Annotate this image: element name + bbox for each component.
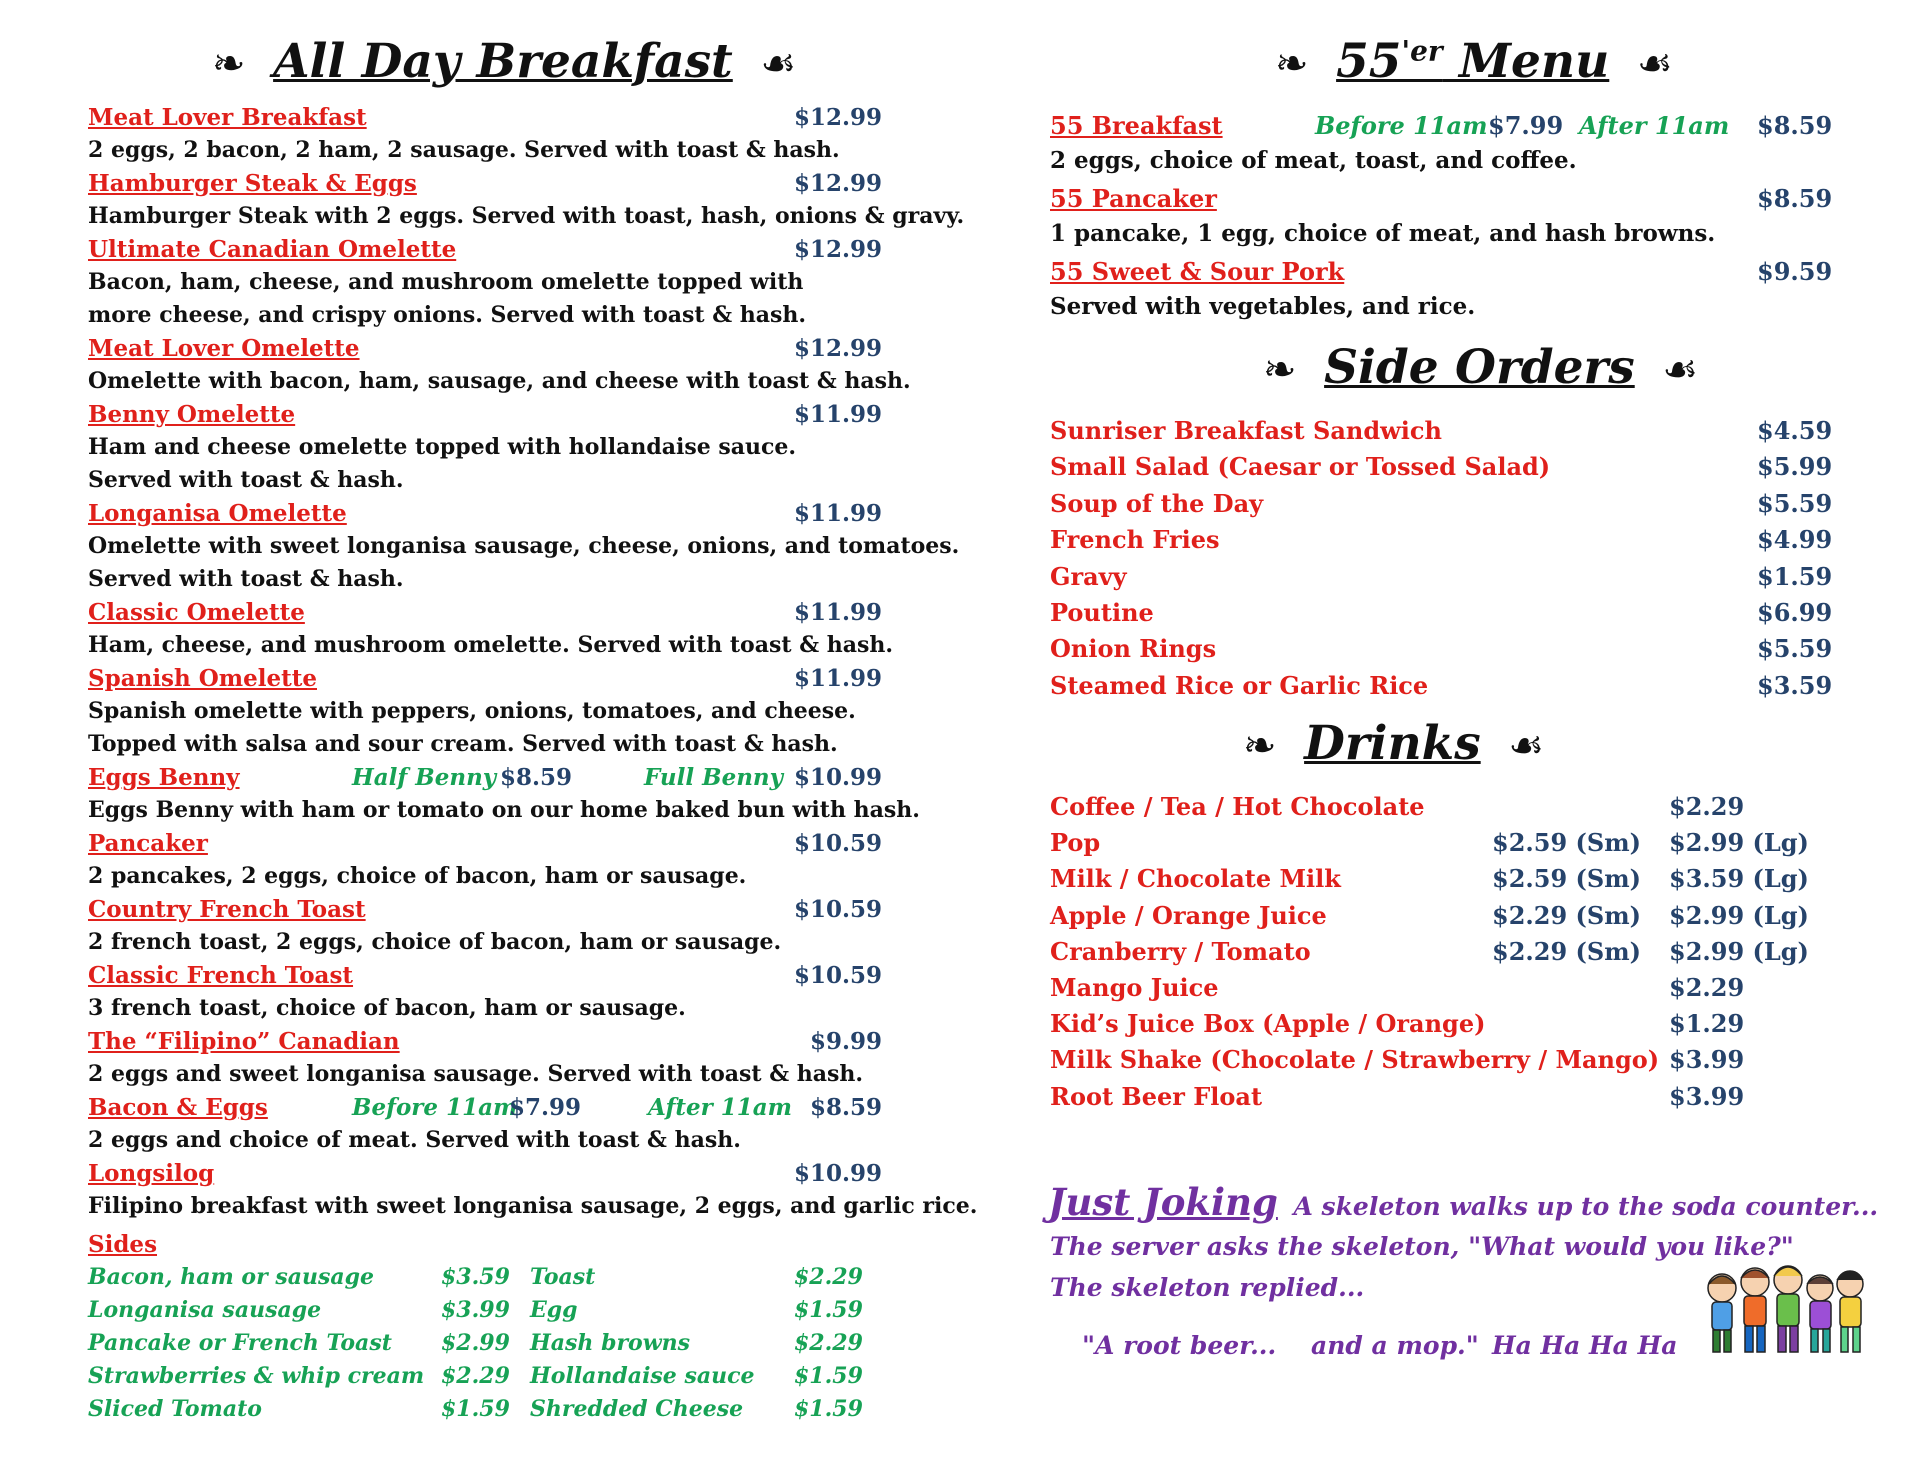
side-order-name: Steamed Rice or Garlic Rice [1050,670,1429,700]
menu-item-description: Bacon, ham, cheese, and mushroom omelette topped with [88,269,804,295]
drink-price-large: $3.99 [1669,1081,1745,1111]
item-option-label: Before 11am [1315,111,1488,140]
ornament-right-icon: ☙ [1636,41,1673,87]
joke-line-2: The server asks the skeleton, "What would you like?" [1050,1232,1794,1261]
side-name: Strawberries & whip cream [88,1363,425,1389]
drinks-heading [1243,716,1544,771]
side-price: $1.59 [794,1363,863,1389]
menu-item-price: $12.99 [794,170,883,197]
menu-item-name: 55 Pancaker [1050,184,1217,213]
joke-header [1048,1180,1878,1224]
menu-item-description: Spanish omelette with peppers, onions, tomatoes, and cheese. [88,698,856,724]
drink-price-small: $2.59 (Sm) [1492,828,1641,858]
side-price: $3.59 [441,1264,510,1290]
menu-item-description: Omelette with bacon, ham, sausage, and cheese with toast & hash. [88,368,911,394]
menu-item-description: 1 pancake, 1 egg, choice of meat, and hash browns. [1050,220,1716,247]
ornament-right-icon: ☙ [760,41,797,87]
side-order-price: $4.99 [1757,525,1833,555]
side-order-price: $5.99 [1757,452,1833,482]
item-option-label: Full Benny [644,764,784,791]
menu-item-name: 55 Sweet & Sour Pork [1050,257,1345,286]
side-name: Longanisa sausage [88,1297,322,1323]
drink-name: Coffee / Tea / Hot Chocolate [1050,792,1425,821]
item-option-price: $7.99 [1488,111,1564,140]
item-option-price: $7.99 [509,1094,582,1121]
side-order-name: Onion Rings [1050,634,1217,664]
item-option-label: Before 11am [352,1094,518,1121]
drink-name: Root Beer Float [1050,1081,1263,1111]
side-order-name: Poutine [1050,598,1154,627]
ornament-left-icon: ❧ [1243,723,1277,769]
drink-price-small: $2.59 (Sm) [1492,864,1641,894]
menu-item-name: Meat Lover Breakfast [88,104,367,131]
drink-price-large: $2.99 (Lg) [1669,900,1809,930]
side-order-name: Small Salad (Caesar or Tossed Salad) [1050,452,1551,482]
menu-item-price: $12.99 [794,236,883,263]
menu-item-name: Pancaker [88,830,208,857]
joke-line-1: A skeleton walks up to the soda counter... [1293,1192,1879,1221]
side-price: $2.99 [441,1330,510,1356]
menu-item-name: The “Filipino” Canadian [88,1028,400,1055]
side-name: Hollandaise sauce [530,1363,755,1389]
side-name: Hash browns [530,1330,691,1356]
menu-item-name: Eggs Benny [88,764,240,791]
ornament-right-icon: ☙ [1662,347,1699,393]
drink-name: Apple / Orange Juice [1050,900,1327,930]
menu-item-price: $10.99 [794,1160,883,1187]
menu-item-name: Bacon & Eggs [88,1094,268,1121]
side-orders-heading [1263,340,1698,395]
drink-price-large: $2.99 (Lg) [1669,828,1809,858]
menu-item-price: $9.59 [1757,257,1833,286]
menu-item-price: $10.59 [794,830,883,857]
menu-item-description: 2 eggs, choice of meat, toast, and coffee. [1050,147,1577,174]
drinks-title: Drinks [1304,716,1481,771]
menu-item-price: $11.99 [794,500,883,527]
drink-price-large: $2.99 (Lg) [1669,936,1809,966]
menu-item-price: $10.59 [794,962,883,989]
side-name: Shredded Cheese [530,1396,744,1422]
menu-item-price: $11.99 [794,599,883,626]
joke-line-3: The skeleton replied... [1050,1273,1365,1302]
menu55-heading [1275,34,1673,89]
side-orders-title: Side Orders [1324,340,1635,395]
menu-item-description: 2 eggs and choice of meat. Served with toast & hash. [88,1127,741,1153]
side-order-price: $5.59 [1757,634,1833,664]
menu-item-description: Topped with salsa and sour cream. Served with toast & hash. [88,731,838,757]
ornament-left-icon: ❧ [1263,347,1297,393]
drink-price-large: $3.59 (Lg) [1669,864,1809,894]
drink-name: Mango Juice [1050,973,1219,1002]
menu-item-price: $11.99 [794,401,883,428]
menu-item-price: $12.99 [794,335,883,362]
breakfast-title: All Day Breakfast [273,34,733,89]
drink-name: Kid’s Juice Box (Apple / Orange) [1050,1009,1486,1039]
drink-price-large: $1.29 [1669,1009,1745,1039]
side-price: $1.59 [794,1297,863,1323]
drink-name: Milk Shake (Chocolate / Strawberry / Mango) [1050,1045,1660,1075]
ornament-right-icon: ☙ [1508,723,1545,769]
menu-item-price: $9.99 [810,1028,883,1055]
side-price: $1.59 [794,1396,863,1422]
side-order-price: $1.59 [1757,561,1833,591]
sides-label: Sides [88,1231,158,1258]
item-option-label: Half Benny [352,764,497,791]
menu-item-price: $10.59 [794,896,883,923]
side-price: $2.29 [441,1363,510,1389]
side-name: Pancake or French Toast [88,1330,392,1356]
side-order-name: Gravy [1050,561,1127,591]
menu-item-price: $11.99 [794,665,883,692]
side-order-name: French Fries [1050,525,1220,555]
menu-item-description: 2 french toast, 2 eggs, choice of bacon, ham or sausage. [88,929,782,955]
ornament-left-icon: ❧ [212,41,246,87]
menu55-title: $55^{'er}$ Menu [1336,34,1610,89]
drink-price-small: $2.29 (Sm) [1492,900,1641,930]
menu-item-description: Served with vegetables, and rice. [1050,293,1476,320]
menu-item-description: Served with toast & hash. [88,467,404,493]
drink-price-small: $2.29 (Sm) [1492,936,1641,966]
menu-item-name: Benny Omelette [88,401,296,428]
menu-item-price: $10.99 [794,764,883,791]
kids-clipart-icon [1700,1258,1870,1360]
joke-punchline: "A root beer... and a mop." [1082,1331,1479,1360]
item-option-label: After 11am [648,1094,792,1121]
side-order-price: $6.99 [1757,598,1833,627]
menu-item-price: $8.59 [1757,184,1833,213]
side-name: Bacon, ham or sausage [88,1264,374,1290]
side-order-price: $5.59 [1757,488,1833,518]
menu-item-description: Ham and cheese omelette topped with hollandaise sauce. [88,434,797,460]
menu-item-description: 2 pancakes, 2 eggs, choice of bacon, ham or sausage. [88,863,747,889]
drink-name: Cranberry / Tomato [1050,936,1311,966]
drink-name: Pop [1050,828,1101,858]
side-order-price: $3.59 [1757,670,1833,700]
menu-item-description: Omelette with sweet longanisa sausage, cheese, onions, and tomatoes. [88,533,960,559]
side-name: Sliced Tomato [88,1396,262,1422]
menu-item-price: $8.59 [810,1094,883,1121]
item-option-label: After 11am [1579,111,1730,140]
side-name: Egg [530,1297,578,1323]
drink-name: Milk / Chocolate Milk [1050,864,1341,894]
side-name: Toast [530,1264,596,1290]
menu-item-name: Longanisa Omelette [88,500,347,527]
item-option-price: $8.59 [500,764,573,791]
drink-price-large: $2.29 [1669,973,1745,1002]
menu-item-price: $8.59 [1757,111,1833,140]
menu-item-description: 3 french toast, choice of bacon, ham or sausage. [88,995,686,1021]
menu-item-name: 55 Breakfast [1050,111,1223,140]
drink-price-large: $3.99 [1669,1045,1745,1075]
menu-item-description: Ham, cheese, and mushroom omelette. Served with toast & hash. [88,632,894,658]
joke-laugh: Ha Ha Ha Ha [1492,1331,1678,1360]
menu-item-name: Spanish Omelette [88,665,317,692]
breakfast-heading [212,34,796,89]
joke-title: Just Joking [1048,1180,1278,1224]
drink-price-large: $2.29 [1669,792,1745,821]
menu-item-description: 2 eggs, 2 bacon, 2 ham, 2 sausage. Served with toast & hash. [88,137,840,163]
menu-item-name: Ultimate Canadian Omelette [88,236,457,263]
side-price: $2.29 [794,1330,863,1356]
menu-item-name: Classic Omelette [88,599,305,626]
menu-item-description: Served with toast & hash. [88,566,404,592]
menu-item-description: Eggs Benny with ham or tomato on our home baked bun with hash. [88,797,920,823]
side-order-price: $4.59 [1757,416,1833,445]
menu-item-price: $12.99 [794,104,883,131]
side-price: $2.29 [794,1264,863,1290]
menu-item-name: Country French Toast [88,896,366,923]
side-price: $1.59 [441,1396,510,1422]
menu-item-description: 2 eggs and sweet longanisa sausage. Served with toast & hash. [88,1061,864,1087]
menu-item-name: Longsilog [88,1160,215,1187]
ornament-left-icon: ❧ [1275,41,1309,87]
menu-item-name: Meat Lover Omelette [88,335,360,362]
side-order-name: Sunriser Breakfast Sandwich [1050,416,1442,445]
menu-item-name: Classic French Toast [88,962,354,989]
menu-item-description: more cheese, and crispy onions. Served with toast & hash. [88,302,807,328]
menu-item-description: Filipino breakfast with sweet longanisa sausage, 2 eggs, and garlic rice. [88,1193,978,1219]
side-price: $3.99 [441,1297,510,1323]
side-order-name: Soup of the Day [1050,488,1264,518]
menu-item-name: Hamburger Steak & Eggs [88,170,417,197]
menu-item-description: Hamburger Steak with 2 eggs. Served with toast, hash, onions & gravy. [88,203,965,229]
